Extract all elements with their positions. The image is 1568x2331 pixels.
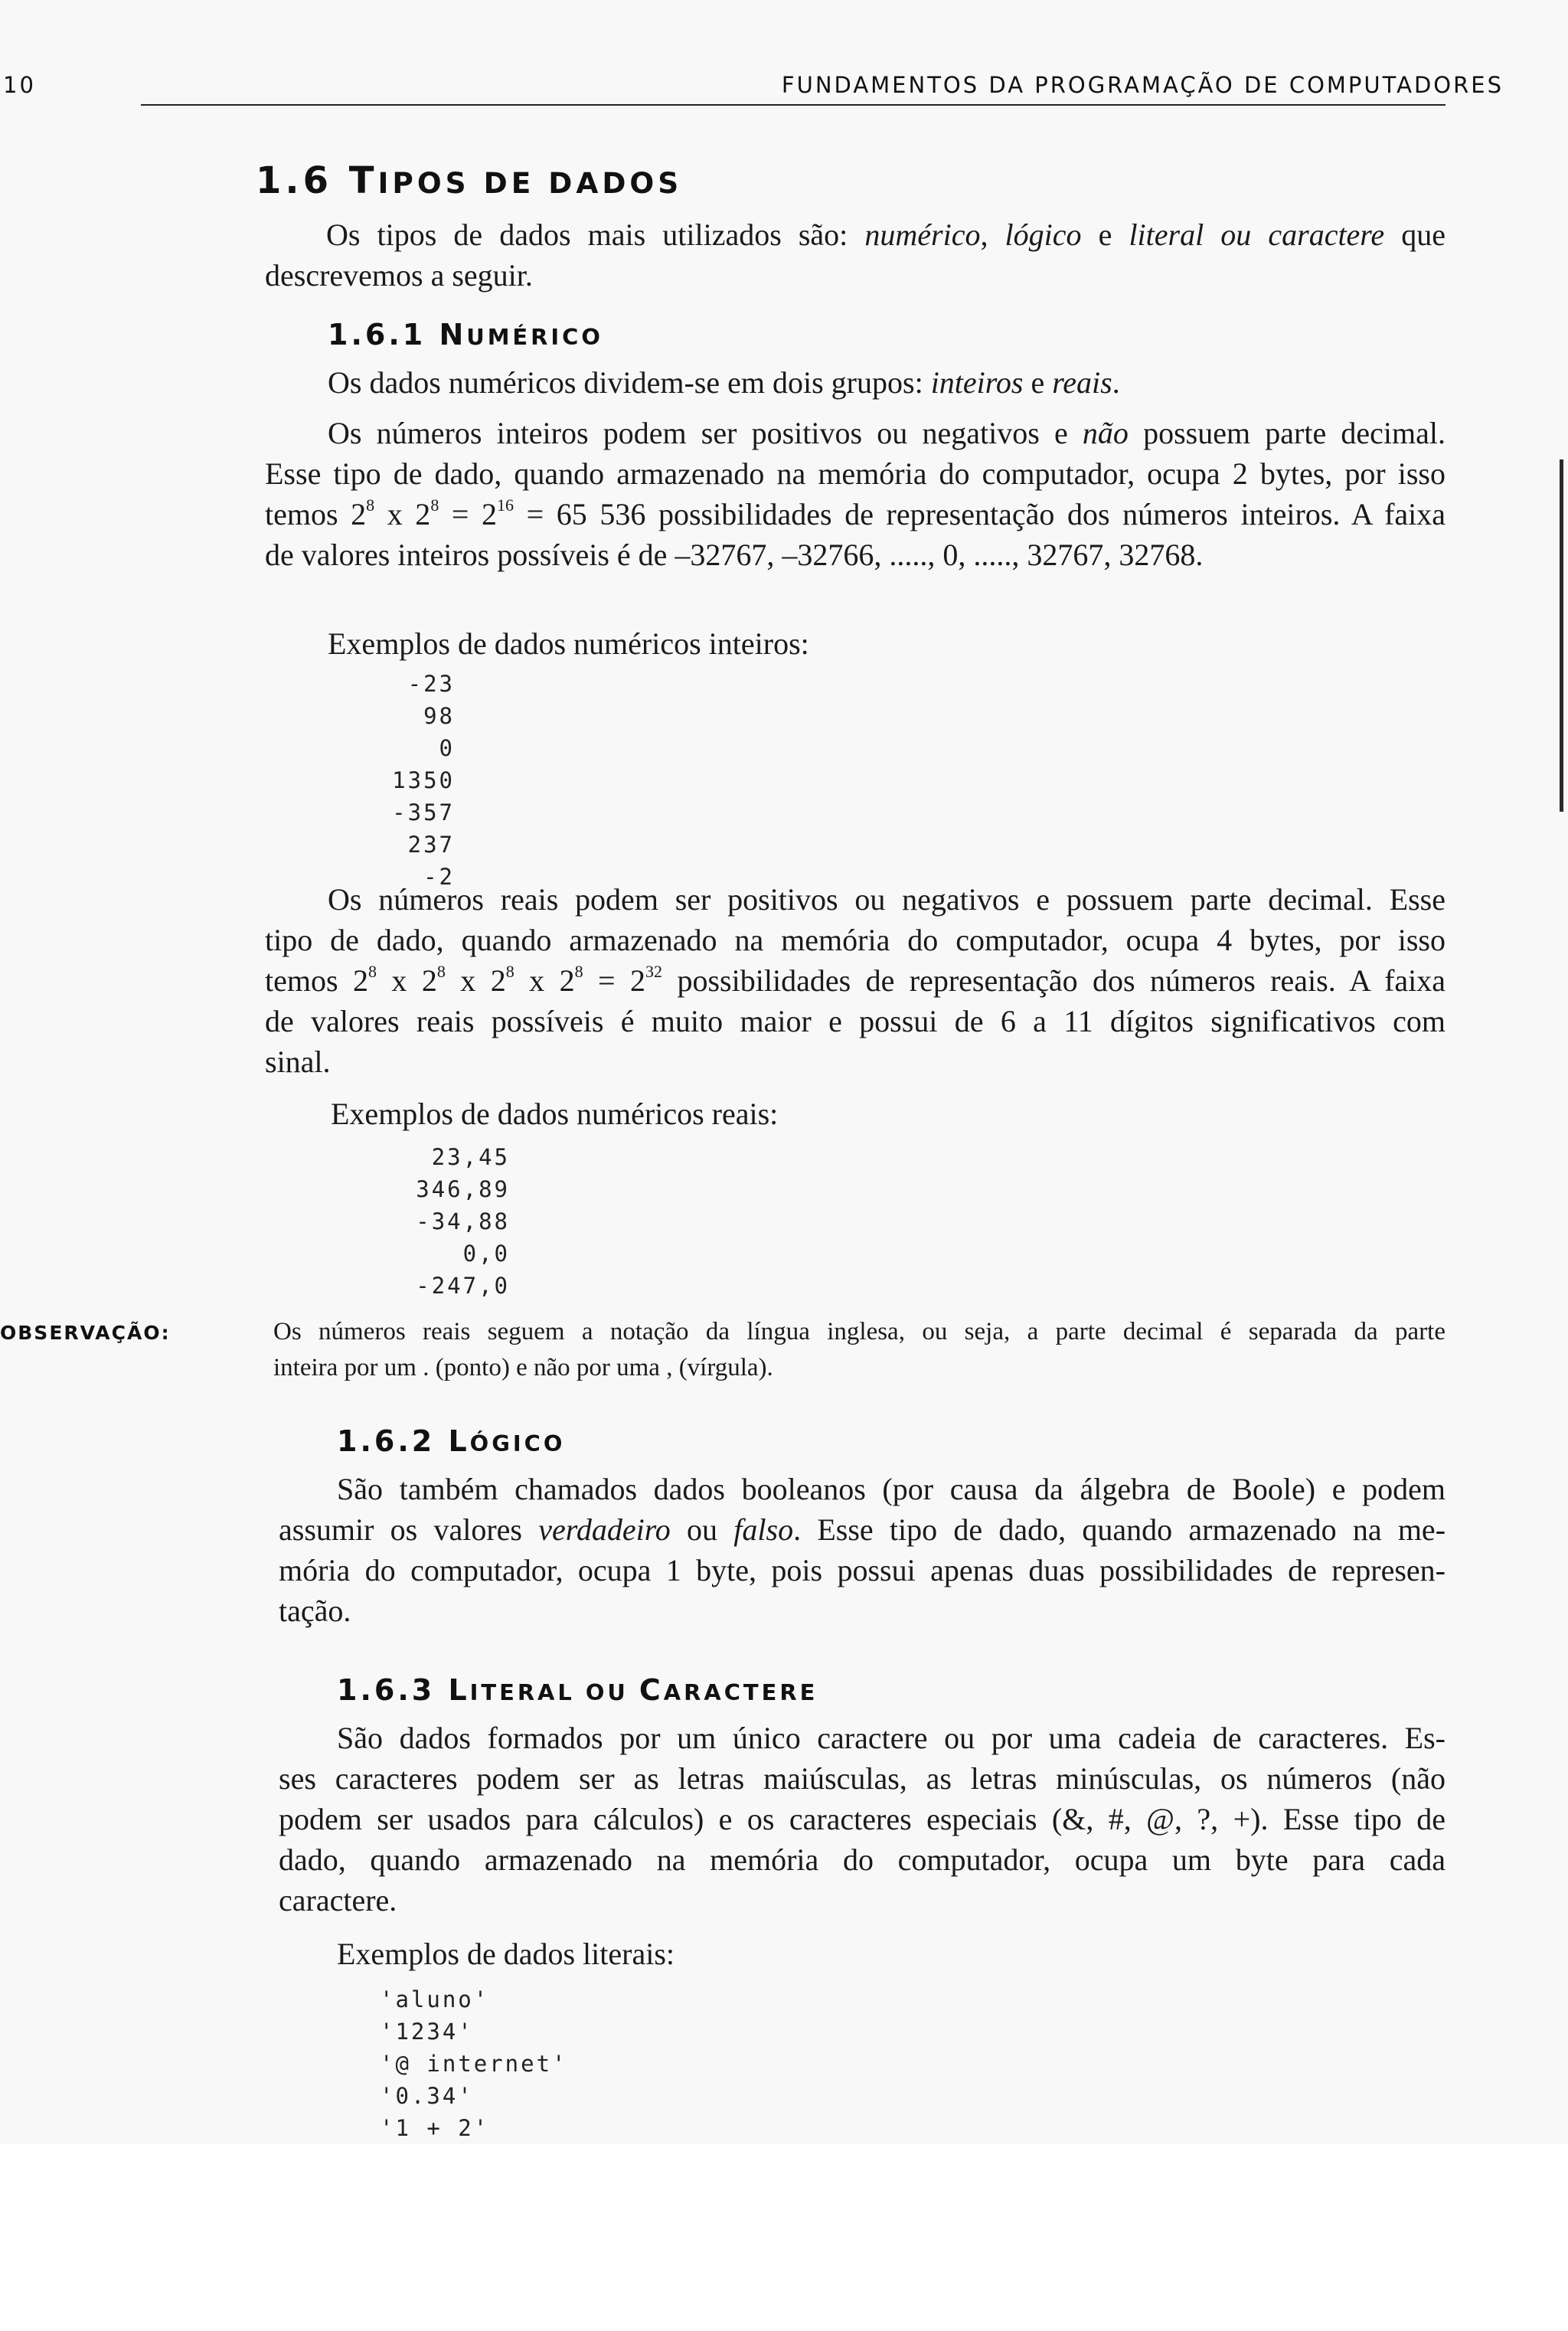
real-example: 0,0 [462,1241,510,1267]
margin-bar [1560,459,1563,812]
intro-line-1: Os tipos de dados mais utilizados são: numérico, lógico e literal ou caractere que [326,217,1446,252]
literal-example: '1234' [380,2019,474,2045]
int-examples-list [360,636,455,893]
real-example: 23,45 [431,1144,510,1170]
running-title: FUNDAMENTOS DA PROGRAMAÇÃO DE COMPUTADORES [781,72,1504,98]
reals-paragraph: Os números reais podem ser positivos ou negativos e possuem parte decimal. Esse tipo de dado, quando armazenado na memória do computador, ocupa 4 bytes, por isso temos $2^8$ x $2^8$ x $2^8$ x $2^8 = 2^{32}$ possibilidades de representação dos números reais. A faixa de valores reais possíveis é muito maior e possui de 6 a 11 dígitos significativos com sinal. [265,882,1446,1079]
section-title-rest: IPOS DE DADOS [377,166,683,200]
numeric-groups-paragraph: Os dados numéricos dividem-se em dois grupos: inteiros e reais. [328,365,1120,400]
integers-paragraph: Os números inteiros podem ser positivos ou negativos e não possuem parte decimal. Esse tipo de dado, quando armazenado na memória do computador, ocupa 2 bytes, por isso temos $2^8$ x $2^8 = 2^{16} = 65$ 536 possibilidades de representação dos números inteiros. A faixa de valores inteiros possíveis é de –32767, –32766, ....., 0, ....., 32767, 32768. [265,416,1446,572]
int-example: -2 [423,864,455,890]
observation-label: OBSERVAÇÃO: [0,1322,171,1344]
section-number: 1.6 [256,159,333,202]
real-example: -34,88 [416,1208,510,1234]
real-example: -247,0 [416,1273,510,1299]
literal-example: 'aluno' [380,1986,490,2012]
section-heading-1-6-1: 1.6.1 NUMÉRICO [328,318,603,351]
intro-line-2: descrevemos a seguir. [265,258,533,293]
int-example: 0 [439,735,455,761]
int-examples-label: Exemplos de dados numéricos inteiros: [328,626,809,661]
section-title-initial: T [348,159,378,202]
literal-paragraph: São dados formados por um único caractere ou por uma cadeia de caracteres. Es- ses caracteres podem ser as letras maiúsculas, as letras minúsculas, os números (não podem ser usados para cálculos) e os caracteres especiais (&, #, @, ?, +). Esse tipo de dado, quando armazenado na memória do computador, ocupa um byte para cada caractere. [279,1721,1446,1917]
section-heading-1-6 [256,159,682,202]
section-heading-1-6-2: 1.6.2 LÓGICO [337,1424,566,1458]
literal-example: '@ internet' [380,2051,568,2077]
logical-paragraph: São também chamados dados booleanos (por causa da álgebra de Boole) e podem assumir os valores verdadeiro ou falso. Esse tipo de dado, quando armazenado na me- mória do computador, ocupa 1 byte, pois possui apenas duas possibilidades de represen- tação. [279,1472,1446,1628]
section-heading-1-6-3: 1.6.3 LITERAL OU CARACTERE [337,1673,818,1707]
int-example: 237 [407,832,455,858]
real-examples-label: Exemplos de dados numéricos reais: [331,1097,779,1131]
int-example: 98 [423,703,455,729]
literal-example: '0.34' [380,2083,474,2109]
int-example: 1350 [392,767,455,793]
observation-text: Os números reais seguem a notação da língua inglesa, ou seja, a parte decimal é separada da parte inteira por um . (ponto) e não por uma , (vírgula). [273,1318,1446,1381]
int-example: -357 [392,799,455,825]
literal-examples-label: Exemplos de dados literais: [337,1937,675,1971]
real-examples-list [386,1141,510,1302]
literal-examples-list [380,1983,686,2144]
int-example: -23 [407,671,455,697]
real-example: 346,89 [416,1176,510,1202]
page-number: 10 [3,72,36,98]
literal-example: '1 + 2' [380,2115,490,2141]
intro-paragraph [265,214,1446,296]
header-rule [141,104,1446,106]
